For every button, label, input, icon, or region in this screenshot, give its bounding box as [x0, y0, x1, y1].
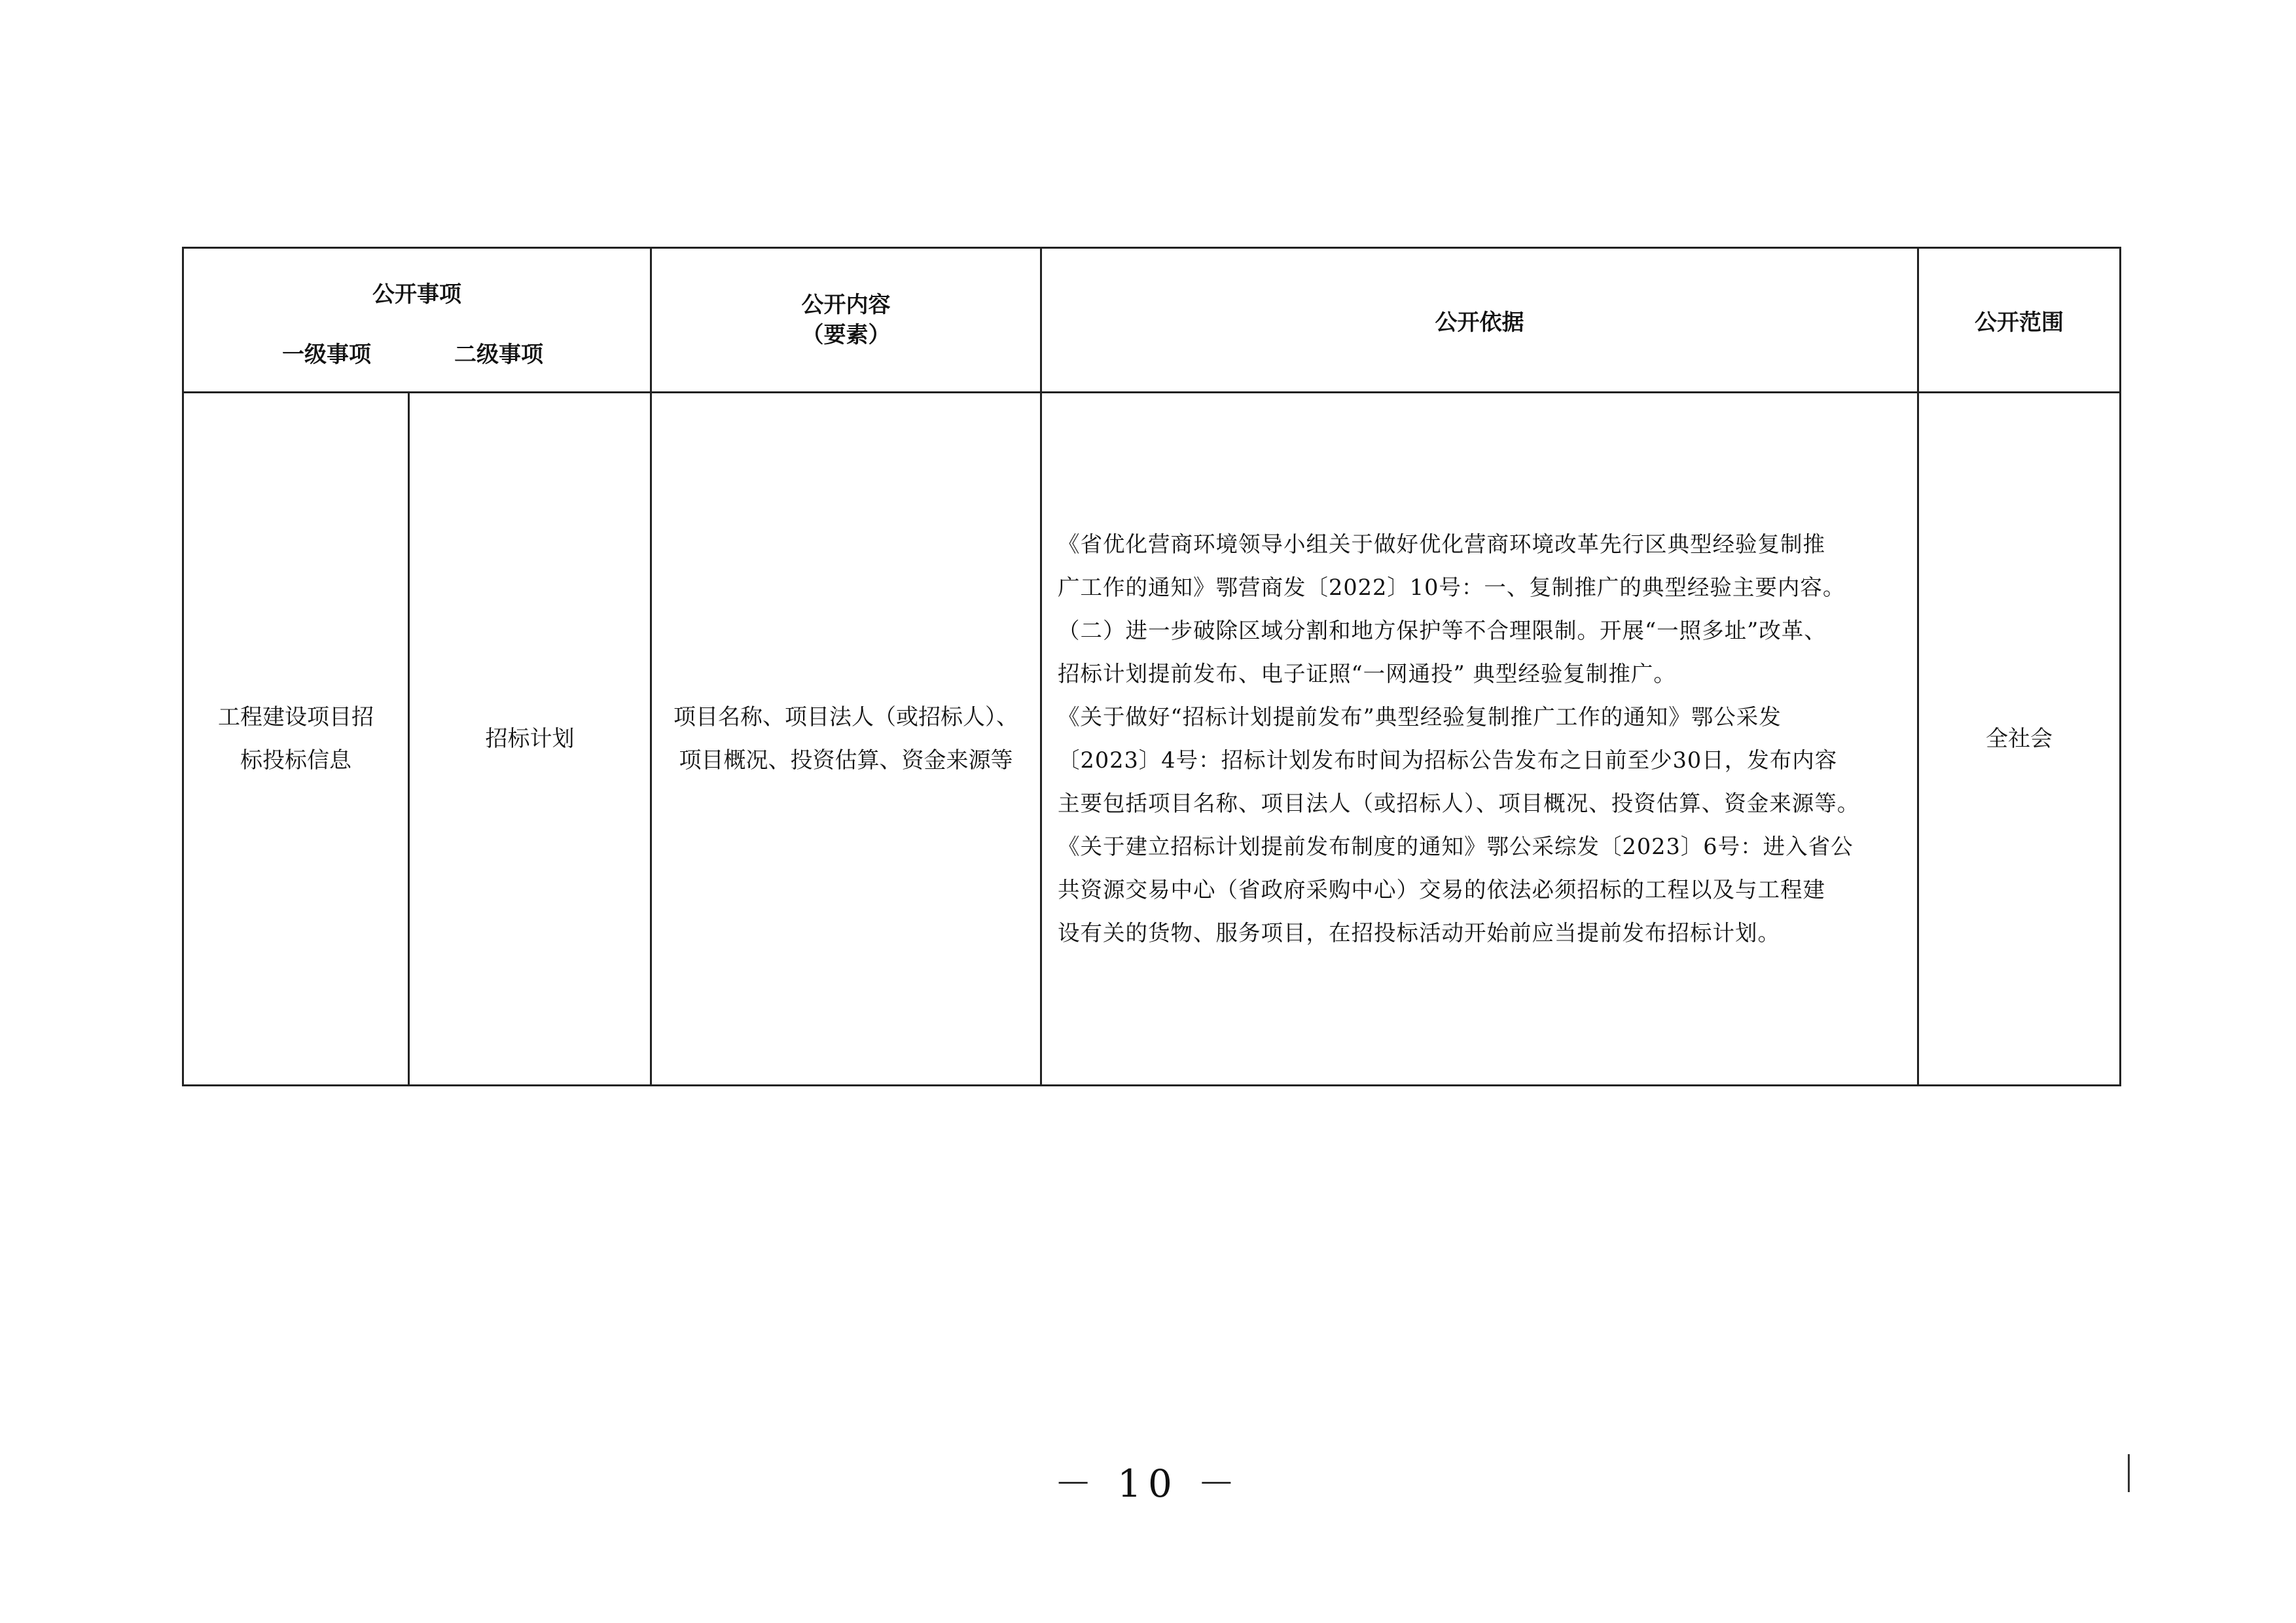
level1-matter-line1: 工程建设项目招 — [218, 704, 374, 730]
header-disclosure-matter — [183, 248, 651, 393]
table-row — [183, 393, 2121, 1086]
header-disclosure-matter-label: 公开事项 — [372, 281, 461, 308]
content-line1: 项目名称、项目法人（或招标人）、 — [673, 704, 1018, 730]
basis-line: 《省优化营商环境领导小组关于做好优化营商环境改革先行区典型经验复制推 — [1058, 531, 1825, 557]
scope-text: 全社会 — [1986, 726, 2053, 752]
header-level2-matter: 二级事项 — [454, 342, 543, 368]
level2-matter-text: 招标计划 — [485, 726, 575, 752]
disclosure-table — [182, 247, 2121, 1086]
cell-level2-matter — [409, 393, 651, 1086]
basis-line: 招标计划提前发布、电子证照“一网通投” 典型经验复制推广。 — [1058, 661, 1676, 687]
header-disclosure-scope: 公开范围 — [1918, 248, 2121, 393]
cell-disclosure-basis — [1041, 393, 1918, 1086]
basis-line: （二）进一步破除区域分割和地方保护等不合理限制。开展“一照多址”改革、 — [1058, 618, 1827, 643]
header-disclosure-basis: 公开依据 — [1041, 248, 1918, 393]
basis-line: 〔2023〕4号：招标计划发布时间为招标公告发布之日前至少30日，发布内容 — [1058, 747, 1838, 773]
header-disclosure-content — [651, 248, 1041, 393]
page-number: － 10 － — [1054, 1461, 1242, 1506]
cell-disclosure-content — [651, 393, 1041, 1086]
header-disclosure-content-line1: 公开内容 — [801, 292, 891, 318]
cell-level1-matter — [183, 393, 409, 1086]
margin-divider — [2128, 1454, 2130, 1492]
cell-disclosure-scope — [1918, 393, 2121, 1086]
header-level1-matter: 一级事项 — [282, 342, 371, 368]
header-disclosure-content-line2: （要素） — [801, 322, 891, 348]
content-line2: 项目概况、投资估算、资金来源等 — [679, 747, 1013, 774]
basis-line: 主要包括项目名称、项目法人（或招标人）、项目概况、投资估算、资金来源等。 — [1058, 791, 1860, 816]
basis-line: 共资源交易中心（省政府采购中心）交易的依法必须招标的工程以及与工程建 — [1058, 877, 1825, 902]
table-header-row — [183, 248, 2121, 393]
basis-line: 广工作的通知》鄂营商发〔2022〕10号：一、复制推广的典型经验主要内容。 — [1058, 575, 1846, 600]
basis-line: 设有关的货物、服务项目，在招投标活动开始前应当提前发布招标计划。 — [1058, 920, 1780, 946]
basis-line: 《关于建立招标计划提前发布制度的通知》鄂公采综发〔2023〕6号：进入省公 — [1058, 834, 1854, 859]
basis-text-block — [1042, 523, 1917, 955]
basis-line: 《关于做好“招标计划提前发布”典型经验复制推广工作的通知》鄂公采发 — [1058, 704, 1782, 730]
level1-matter-line2: 标投标信息 — [240, 747, 351, 774]
